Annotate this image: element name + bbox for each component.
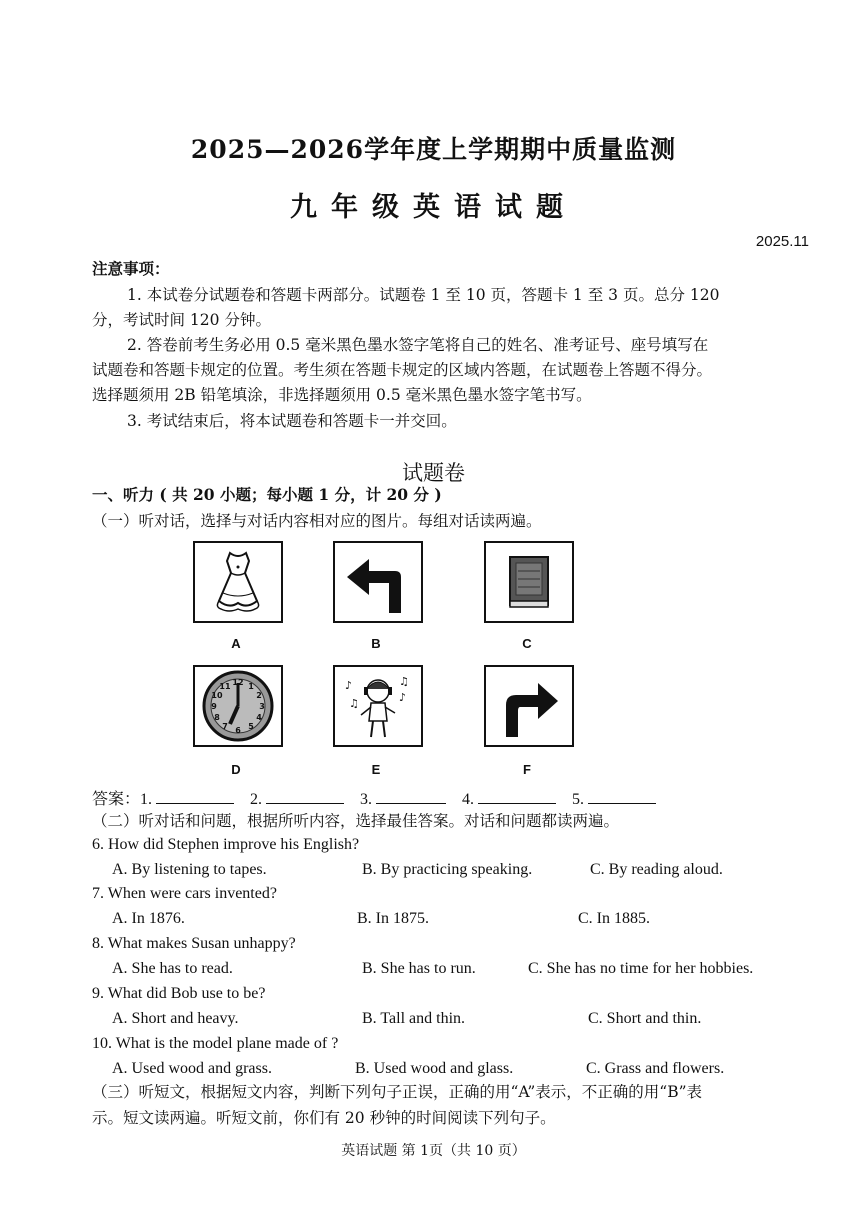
- picture-label: C: [522, 636, 532, 651]
- svg-text:7: 7: [222, 722, 228, 731]
- turn-right-arrow-icon: [486, 667, 572, 745]
- answer-num: 2.: [250, 791, 263, 808]
- note-line: 分，考试时间 120 分钟。: [92, 311, 271, 329]
- svg-text:9: 9: [211, 702, 217, 711]
- answer-blank[interactable]: [478, 789, 556, 804]
- page-footer: 英语试题 第 1页（共 10 页）: [341, 1143, 526, 1159]
- exam-subtitle: 九年级英语试题: [290, 192, 577, 223]
- question: 9. What did Bob use to be?: [92, 985, 266, 1002]
- answer-num: 5.: [572, 791, 585, 808]
- option-a: A. Short and heavy.: [112, 1010, 239, 1027]
- notes-heading: 注意事项：: [92, 259, 170, 278]
- option-b: B. In 1875.: [357, 910, 429, 927]
- svg-text:♫: ♫: [399, 675, 409, 688]
- dress-icon: [195, 543, 281, 621]
- part1-sub3: 示。短文读两遍。听短文前，你们有 20 秒钟的时间阅读下列句子。: [92, 1109, 556, 1127]
- question: 8. What makes Susan unhappy?: [92, 935, 296, 952]
- exam-date: 2025.11: [755, 233, 809, 250]
- note-line: 2. 答卷前考生务必用 0.5 毫米黑色墨水签字笔将自己的姓名、准考证号、座号填写在: [127, 336, 709, 354]
- svg-text:♫: ♫: [349, 697, 359, 710]
- svg-text:8: 8: [214, 713, 220, 722]
- option-c: C. In 1885.: [578, 910, 650, 927]
- option-a: A. In 1876.: [112, 910, 185, 927]
- svg-text:1: 1: [248, 682, 254, 691]
- clock-icon: [195, 667, 281, 745]
- svg-text:11: 11: [219, 682, 231, 691]
- svg-text:♪: ♪: [345, 679, 353, 692]
- svg-text:6: 6: [235, 726, 241, 735]
- answer-blank[interactable]: [588, 789, 656, 804]
- option-b: B. Tall and thin.: [362, 1010, 466, 1027]
- note-line: 选择题须用 2B 铅笔填涂，非选择题须用 0.5 毫米黑色墨水签字笔书写。: [92, 386, 592, 404]
- answer-row: [92, 786, 668, 809]
- note-line: 1. 本试卷分试题卷和答题卡两部分。试题卷 1 至 10 页，答题卡 1 至 3 页。总分 120: [127, 286, 720, 304]
- option-c: C. By reading aloud.: [590, 861, 723, 878]
- svg-text:♪: ♪: [399, 691, 407, 704]
- part1-heading: 一、听力 ( 共 20 小题；每小题 1 分，计 20 分 ): [92, 485, 442, 504]
- picture-label: D: [231, 762, 241, 777]
- girl-music-icon: [335, 667, 421, 745]
- option-c: C. Short and thin.: [588, 1010, 702, 1027]
- question: 6. How did Stephen improve his English?: [92, 836, 360, 853]
- svg-text:12: 12: [232, 678, 244, 687]
- picture-label: A: [231, 636, 241, 651]
- picture-e: [333, 665, 423, 747]
- picture-b: [333, 541, 423, 623]
- option-b: B. She has to run.: [362, 960, 476, 977]
- answer-num: 1.: [140, 791, 153, 808]
- answer-blank[interactable]: [156, 789, 234, 804]
- picture-a: [193, 541, 283, 623]
- option-c: C. She has no time for her hobbies.: [528, 960, 754, 977]
- option-a: A. She has to read.: [112, 960, 233, 977]
- option-b: B. By practicing speaking.: [362, 861, 533, 878]
- picture-f: [484, 665, 574, 747]
- answer-blank[interactable]: [266, 789, 344, 804]
- note-line: 试题卷和答题卡规定的位置。考生须在答题卡规定的区域内答题，在试题卷上答题不得分。: [92, 361, 713, 379]
- option-c: C. Grass and flowers.: [586, 1060, 725, 1077]
- question: 7. When were cars invented?: [92, 885, 277, 902]
- section-title: 试题卷: [402, 461, 465, 485]
- exam-title: 2025—2026学年度上学期期中质量监测: [190, 135, 677, 164]
- answer-num: 4.: [462, 791, 475, 808]
- picture-c: [484, 541, 574, 623]
- svg-text:10: 10: [211, 691, 223, 700]
- picture-d: [193, 665, 283, 747]
- answer-blank[interactable]: [376, 789, 446, 804]
- note-line: 3. 考试结束后，将本试题卷和答题卡一并交回。: [127, 412, 457, 430]
- picture-label: F: [523, 762, 531, 777]
- option-b: B. Used wood and glass.: [355, 1060, 514, 1077]
- question: 10. What is the model plane made of ?: [92, 1035, 339, 1052]
- picture-label: E: [371, 762, 381, 777]
- turn-left-arrow-icon: [335, 543, 421, 621]
- part1-sub1: （一）听对话，选择与对话内容相对应的图片。每组对话读两遍。: [92, 512, 542, 530]
- svg-text:3: 3: [259, 702, 265, 711]
- svg-text:4: 4: [256, 713, 262, 722]
- svg-text:5: 5: [248, 722, 254, 731]
- option-a: A. By listening to tapes.: [112, 861, 267, 878]
- picture-label: B: [371, 636, 381, 651]
- answer-label: 答案：: [92, 791, 141, 808]
- part1-sub3: （三）听短文，根据短文内容，判断下列句子正误，正确的用“A”表示，不正确的用“B”表: [92, 1083, 703, 1101]
- option-a: A. Used wood and grass.: [112, 1060, 272, 1077]
- answer-num: 3.: [360, 791, 373, 808]
- svg-text:2: 2: [256, 691, 262, 700]
- part1-sub2: （二）听对话和问题，根据所听内容，选择最佳答案。对话和问题都读两遍。: [92, 812, 620, 830]
- book-icon: [486, 543, 572, 621]
